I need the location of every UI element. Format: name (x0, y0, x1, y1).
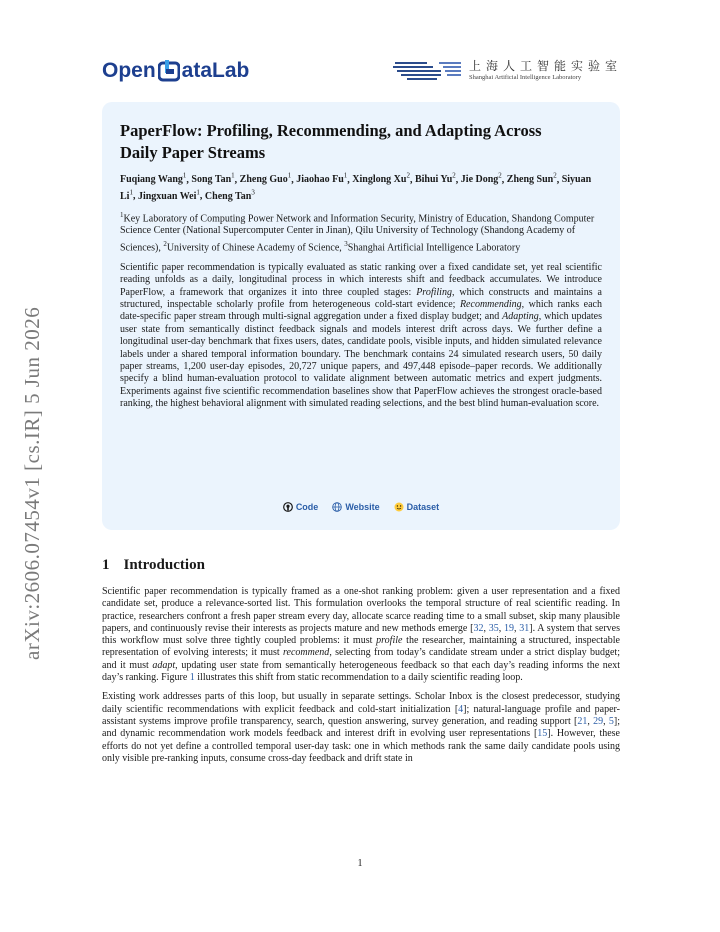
code-link[interactable]: Code (283, 502, 319, 512)
section-heading-introduction: 1 Introduction (102, 557, 205, 573)
paragraph: Scientific paper recommendation is typically framed as a one-shot ranking problem: given a user representation and a fixed candidate set, produce a relevance-sorted list. This formulation overlooks the temporal structure of real scientific reading. In practice, researchers confront a fresh paper stream every day, allocate scarce reading time to a small subset, skip many plausible papers, and continuously revise their interests as projects mature and new methods emerge [32, 35, 19, 31]. A system that serves this workflow must solve three tightly coupled problems: it must profile the researcher, maintaining a structured, inspectable representation of evolving interests; it must recommend, selecting from today’s candidate stream under a strict display budget; and it must adapt, updating user state from semantically heterogeneous feedback so that each day’s reading informs the next day’s ranking. Figure 1 illustrates this shift from static recommendation to a daily scientific reading loop. (102, 586, 621, 684)
author: Siyuan Li$^1$ (120, 174, 592, 202)
paragraph: Existing work addresses parts of this loop, but usually in separate settings. Scholar Inbox is the closest predecessor, studying daily scientific recommendations with explicit feedback and cold-start initialization [4]; natural-language profile and paper-assistant systems improve profile transparency, search, question answering, survey generation, and reading support [21, 29, 5]; and dynamic recommendation work models feedback and interest drift in evolving user representations [15]. However, these efforts do not yet define a controlled temporal user-day task: one in which methods rank the same daily candidate pools using only visible pre-ranking inputs, consume cross-day feedback and drift state in (102, 691, 621, 764)
resource-links (102, 502, 620, 512)
author: Jie Dong$^2$ (460, 172, 502, 186)
github-icon (283, 502, 293, 512)
page-header (102, 56, 622, 86)
citation-link[interactable]: 29 (593, 715, 604, 727)
author: Cheng Tan$^3$ (204, 188, 255, 202)
abstract: Scientific paper recommendation is typically evaluated as static ranking over a fixed candidate set, yet real scientific reading unfolds as a daily, longitudinal process in which interests shift and feedback accumulates. We introduce PaperFlow, a framework that organizes it into three coupled stages: Profiling, which constructs and maintains a structured, inspectable scholarly profile from heterogeneous cold-start evidence; Recommending, which ranks each date-specific paper stream through multi-signal aggregation under a fixed display budget; and Adapting, which updates user state from semantically distinct feedback signals and models interest drift across days. We further define a longitudinal user-day benchmark that fixes users, dates, candidate pools, visible inputs, and hidden simulated relevance labels under a shared temporal information boundary. The benchmark contains 24 simulated research users, 50 daily paper streams, 1,200 user-day episodes, 20,727 unique papers, and 497,448 episode–paper records. We additionally specify a blind human-evaluation protocol to validate alignment between automatic metrics and expert judgments. Experiments against five scientific recommendation baselines show that PaperFlow achieves the strongest oracle-based ranking, the highest behavioral alignment with simulated reading selections, and the best blind human-evaluation score. (120, 261, 602, 410)
citation-link[interactable]: 4 (458, 703, 464, 715)
paper-title: PaperFlow: Profiling, Recommending, and Adapting Across Daily Paper Streams (120, 121, 542, 162)
citation-link[interactable]: 15 (537, 728, 548, 740)
author: Xinglong Xu$^2$ (352, 172, 410, 186)
opendatalab-logo: Open ataLab (102, 59, 250, 82)
globe-icon (332, 502, 342, 512)
title-abstract-panel (102, 102, 620, 530)
author: Jiaohao Fu$^1$ (296, 172, 348, 186)
author: Bihui Yu$^2$ (414, 172, 456, 186)
author: Zheng Sun$^2$ (506, 172, 557, 186)
citation-link[interactable]: 31 (519, 622, 530, 634)
citation-link[interactable]: 5 (608, 715, 614, 727)
huggingface-icon (394, 502, 404, 512)
shlab-stripes-icon (393, 60, 463, 82)
author: Zheng Guo$^1$ (239, 172, 292, 186)
citation-link[interactable]: 35 (488, 622, 499, 634)
shanghai-ai-lab-logo: 上海人工智能实验室 Shanghai Artificial Intelligence Laboratory (393, 56, 622, 86)
website-link[interactable]: Website (332, 502, 379, 512)
author: Jingxuan Wei$^1$ (137, 188, 200, 202)
figure-link[interactable]: 1 (189, 672, 195, 684)
affiliations: $^1$Key Laboratory of Computing Power Network and Information Security, Ministry of Education, Shandong Computer Science Center (National Supercomputer Center in Jinan), Qilu University of Technology (Shandong Academy of Sciences), $^2$University of Chinese Academy of Science, $^3$Shanghai Artificial Intelligence Laboratory (120, 210, 595, 254)
page-number: 1 (357, 858, 363, 869)
citation-link[interactable]: 19 (503, 622, 514, 634)
author: Song Tan$^1$ (191, 172, 235, 186)
arxiv-identifier: arXiv:2606.07454v1 [cs.IR] 5 Jun 2026 (20, 306, 44, 660)
author: Fuqiang Wang$^1$ (120, 172, 187, 186)
citation-link[interactable]: 32 (473, 622, 484, 634)
author-list: Fuqiang Wang$^1$, Song Tan$^1$, Zheng Guo$^1$, Jiaohao Fu$^1$, Xinglong Xu$^2$, Bihui Yu$^2$, Jie Dong$^2$, Zheng Sun$^2$, Siyuan Li$^1$, Jingxuan Wei$^1$, Cheng Tan$^3$ (120, 172, 592, 202)
introduction-body (102, 586, 620, 772)
dataset-link[interactable]: Dataset (394, 502, 440, 512)
citation-link[interactable]: 21 (577, 715, 588, 727)
opendatalab-mark-icon (158, 60, 180, 82)
